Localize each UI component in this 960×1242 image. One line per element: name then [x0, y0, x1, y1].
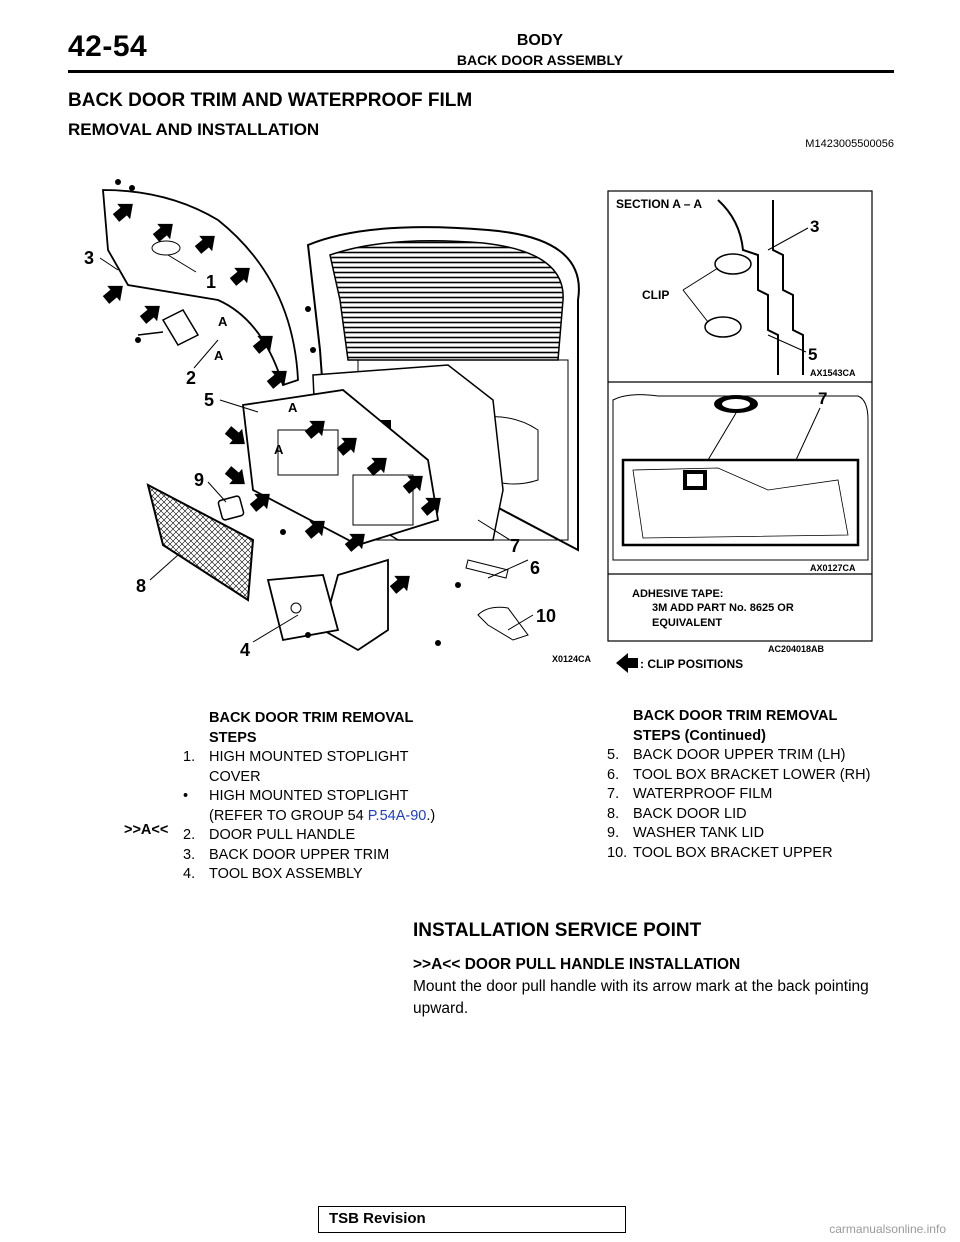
svg-text:7: 7	[818, 389, 828, 408]
step-item: • HIGH MOUNTED STOPLIGHT	[183, 788, 409, 804]
step-item: 4. TOOL BOX ASSEMBLY	[183, 866, 363, 882]
document-id: M1423005500056	[805, 138, 894, 150]
washer-tank-lid	[218, 495, 244, 520]
step-item: 6. TOOL BOX BRACKET LOWER (RH)	[607, 766, 871, 783]
svg-text:1: 1	[206, 272, 217, 292]
tool-box	[323, 560, 388, 650]
svg-text:ADHESIVE TAPE:: ADHESIVE TAPE:	[632, 588, 724, 600]
svg-text:4: 4	[240, 640, 251, 660]
main-figure-code: X0124CA	[552, 654, 592, 664]
steps-heading-2: STEPS (Continued)	[633, 727, 766, 744]
step-item: 10. TOOL BOX BRACKET UPPER	[607, 844, 833, 861]
page-subtitle: REMOVAL AND INSTALLATION	[68, 120, 320, 139]
steps-heading-2: STEPS	[209, 729, 257, 746]
step-item: 2. DOOR PULL HANDLE	[183, 827, 356, 843]
exploded-diagram	[68, 160, 894, 680]
svg-text:CLIP: CLIP	[642, 288, 670, 302]
svg-text:3: 3	[84, 248, 95, 268]
tsb-revision-box: TSB Revision	[318, 1206, 626, 1233]
svg-text:10: 10	[536, 606, 557, 626]
step-item: 9. WASHER TANK LID	[607, 825, 765, 841]
back-door-lid	[268, 575, 338, 640]
steps-heading: BACK DOOR TRIM REMOVAL	[633, 708, 838, 724]
steps-heading: BACK DOOR TRIM REMOVAL	[209, 710, 414, 726]
svg-text:SECTION A – A: SECTION A – A	[616, 197, 703, 211]
svg-text:8: 8	[136, 576, 147, 596]
page-number: 42-54	[68, 30, 148, 63]
svg-text:AX0127CA: AX0127CA	[810, 563, 856, 573]
step-item: 3. BACK DOOR UPPER TRIM	[183, 846, 390, 863]
subsection-title: BACK DOOR ASSEMBLY	[456, 52, 624, 68]
removal-steps-left: BACK DOOR TRIM REMOVAL STEPS 1. HIGH MOUNTED STOPLIGHT COVER • HIGH MOUNTED STOPLIGHT (REFER TO GROUP 54 P.54A-90.) 2. DOOR PULL HANDLE 3. BACK DOOR UPPER TRIM 4. TOOL BOX ASSEMBLY	[183, 709, 463, 885]
toolbox-bracket-lower	[466, 560, 508, 578]
step-item: 8. BACK DOOR LID	[607, 805, 747, 822]
svg-text:7: 7	[510, 536, 521, 556]
svg-text:A: A	[218, 314, 228, 329]
toolbox-bracket-upper	[478, 607, 528, 640]
svg-text:A: A	[214, 348, 224, 363]
svg-text:: CLIP POSITIONS: : CLIP POSITIONS	[640, 657, 744, 671]
svg-text:5: 5	[808, 345, 818, 364]
svg-text:5: 5	[204, 390, 215, 410]
svg-text:9: 9	[194, 470, 205, 490]
svg-text:3M ADD PART No. 8625 OR: 3M ADD PART No. 8625 OR	[652, 602, 794, 614]
svg-text:3: 3	[810, 217, 820, 236]
clip-legend	[616, 653, 743, 673]
watermark: carmanualsonline.info	[829, 1222, 946, 1236]
svg-text:2: 2	[186, 368, 197, 388]
door-pull-handle	[163, 310, 198, 345]
step-item: 5. BACK DOOR UPPER TRIM (LH)	[607, 747, 846, 763]
inset-figure-code: AC204018AB	[768, 644, 825, 654]
step-item: 7. WATERPROOF FILM	[607, 786, 773, 802]
service-point-marker: >>A<<	[124, 822, 169, 838]
installation-subheading: >>A<< DOOR PULL HANDLE INSTALLATION	[413, 956, 741, 973]
installation-body: Mount the door pull handle with its arrow mark at the back pointing upward.	[413, 978, 869, 1017]
page-title: BACK DOOR TRIM AND WATERPROOF FILM	[68, 90, 473, 111]
upper-trim	[103, 190, 298, 385]
installation-heading: INSTALLATION SERVICE POINT	[413, 920, 702, 941]
svg-text:EQUIVALENT: EQUIVALENT	[652, 617, 723, 629]
detail-inset	[608, 191, 872, 641]
svg-text:6: 6	[530, 558, 541, 578]
group-reference-link[interactable]: P.54A-90	[367, 807, 427, 824]
section-title: BODY	[516, 32, 564, 49]
svg-text:A: A	[288, 400, 298, 415]
step-item: 1. HIGH MOUNTED STOPLIGHT	[183, 749, 409, 765]
svg-text:AX1543CA: AX1543CA	[810, 368, 856, 378]
header-rule	[68, 70, 894, 73]
svg-text:A: A	[274, 442, 284, 457]
removal-steps-right	[607, 707, 897, 863]
